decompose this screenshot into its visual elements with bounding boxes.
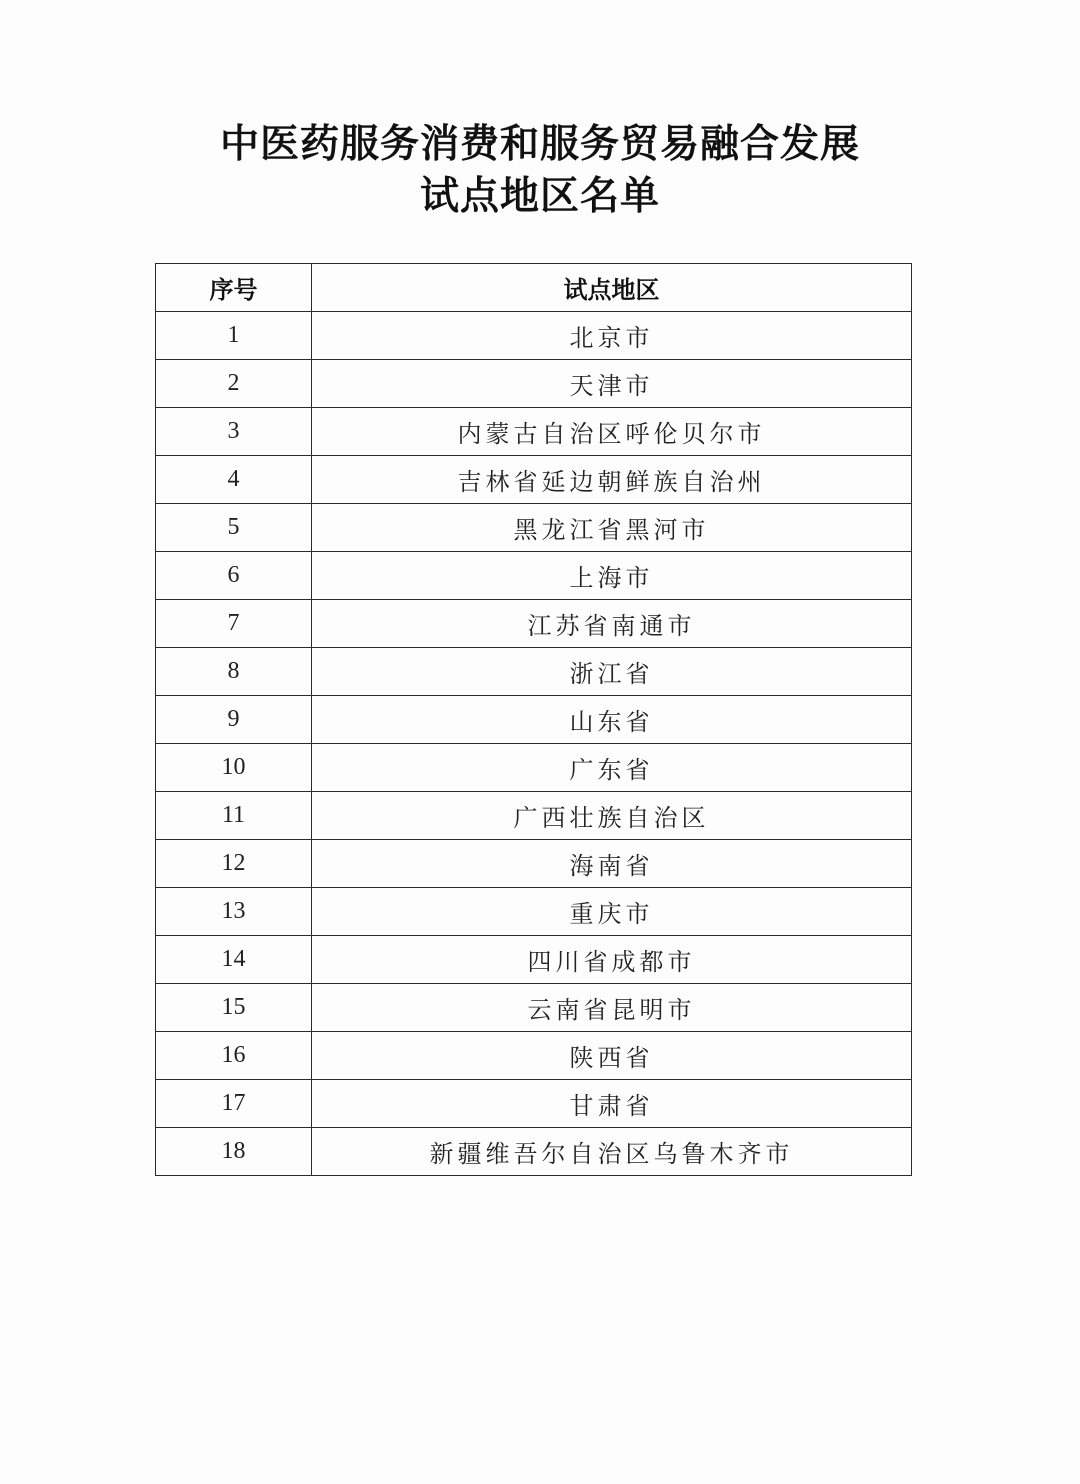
table-row — [156, 360, 912, 408]
title-line-2: 试点地区名单 — [419, 173, 660, 219]
row-number: 18 — [156, 1128, 312, 1176]
row-region: 天津市 — [312, 360, 912, 408]
table-row — [156, 984, 912, 1032]
row-number: 8 — [156, 648, 312, 696]
row-region: 广东省 — [312, 744, 912, 792]
row-region: 内蒙古自治区呼伦贝尔市 — [312, 408, 912, 456]
row-number: 7 — [156, 600, 312, 648]
row-number: 5 — [156, 504, 312, 552]
row-number: 14 — [156, 936, 312, 984]
table-row — [156, 552, 912, 600]
row-region: 陕西省 — [312, 1032, 912, 1080]
row-number: 11 — [156, 792, 312, 840]
row-region: 四川省成都市 — [312, 936, 912, 984]
table-row — [156, 600, 912, 648]
row-number: 13 — [156, 888, 312, 936]
row-number: 12 — [156, 840, 312, 888]
table-body — [156, 312, 912, 1176]
row-region: 浙江省 — [312, 648, 912, 696]
row-number: 10 — [156, 744, 312, 792]
table-row — [156, 792, 912, 840]
title-line-1: 中医药服务消费和服务贸易融合发展 — [219, 121, 860, 167]
row-region: 山东省 — [312, 696, 912, 744]
table-row — [156, 696, 912, 744]
pilot-region-table — [155, 263, 912, 1176]
row-region: 广西壮族自治区 — [312, 792, 912, 840]
table-row — [156, 648, 912, 696]
table-row — [156, 1080, 912, 1128]
row-region: 新疆维吾尔自治区乌鲁木齐市 — [312, 1128, 912, 1176]
header-number: 序号 — [156, 264, 312, 312]
row-number: 17 — [156, 1080, 312, 1128]
row-region: 云南省昆明市 — [312, 984, 912, 1032]
row-region: 海南省 — [312, 840, 912, 888]
row-number: 6 — [156, 552, 312, 600]
row-number: 1 — [156, 312, 312, 360]
table-row — [156, 312, 912, 360]
row-number: 9 — [156, 696, 312, 744]
row-number: 15 — [156, 984, 312, 1032]
table-row — [156, 840, 912, 888]
table-row — [156, 888, 912, 936]
header-region: 试点地区 — [312, 264, 912, 312]
table-row — [156, 1032, 912, 1080]
row-region: 甘肃省 — [312, 1080, 912, 1128]
row-region: 重庆市 — [312, 888, 912, 936]
table-row — [156, 408, 912, 456]
table-header-row — [156, 264, 912, 312]
document-title — [0, 118, 1080, 222]
table-row — [156, 744, 912, 792]
row-number: 16 — [156, 1032, 312, 1080]
table-row — [156, 936, 912, 984]
row-region: 江苏省南通市 — [312, 600, 912, 648]
row-region: 北京市 — [312, 312, 912, 360]
table-row — [156, 504, 912, 552]
table-row — [156, 456, 912, 504]
row-region: 黑龙江省黑河市 — [312, 504, 912, 552]
row-number: 2 — [156, 360, 312, 408]
table-row — [156, 1128, 912, 1176]
row-region: 吉林省延边朝鲜族自治州 — [312, 456, 912, 504]
row-region: 上海市 — [312, 552, 912, 600]
row-number: 4 — [156, 456, 312, 504]
row-number: 3 — [156, 408, 312, 456]
